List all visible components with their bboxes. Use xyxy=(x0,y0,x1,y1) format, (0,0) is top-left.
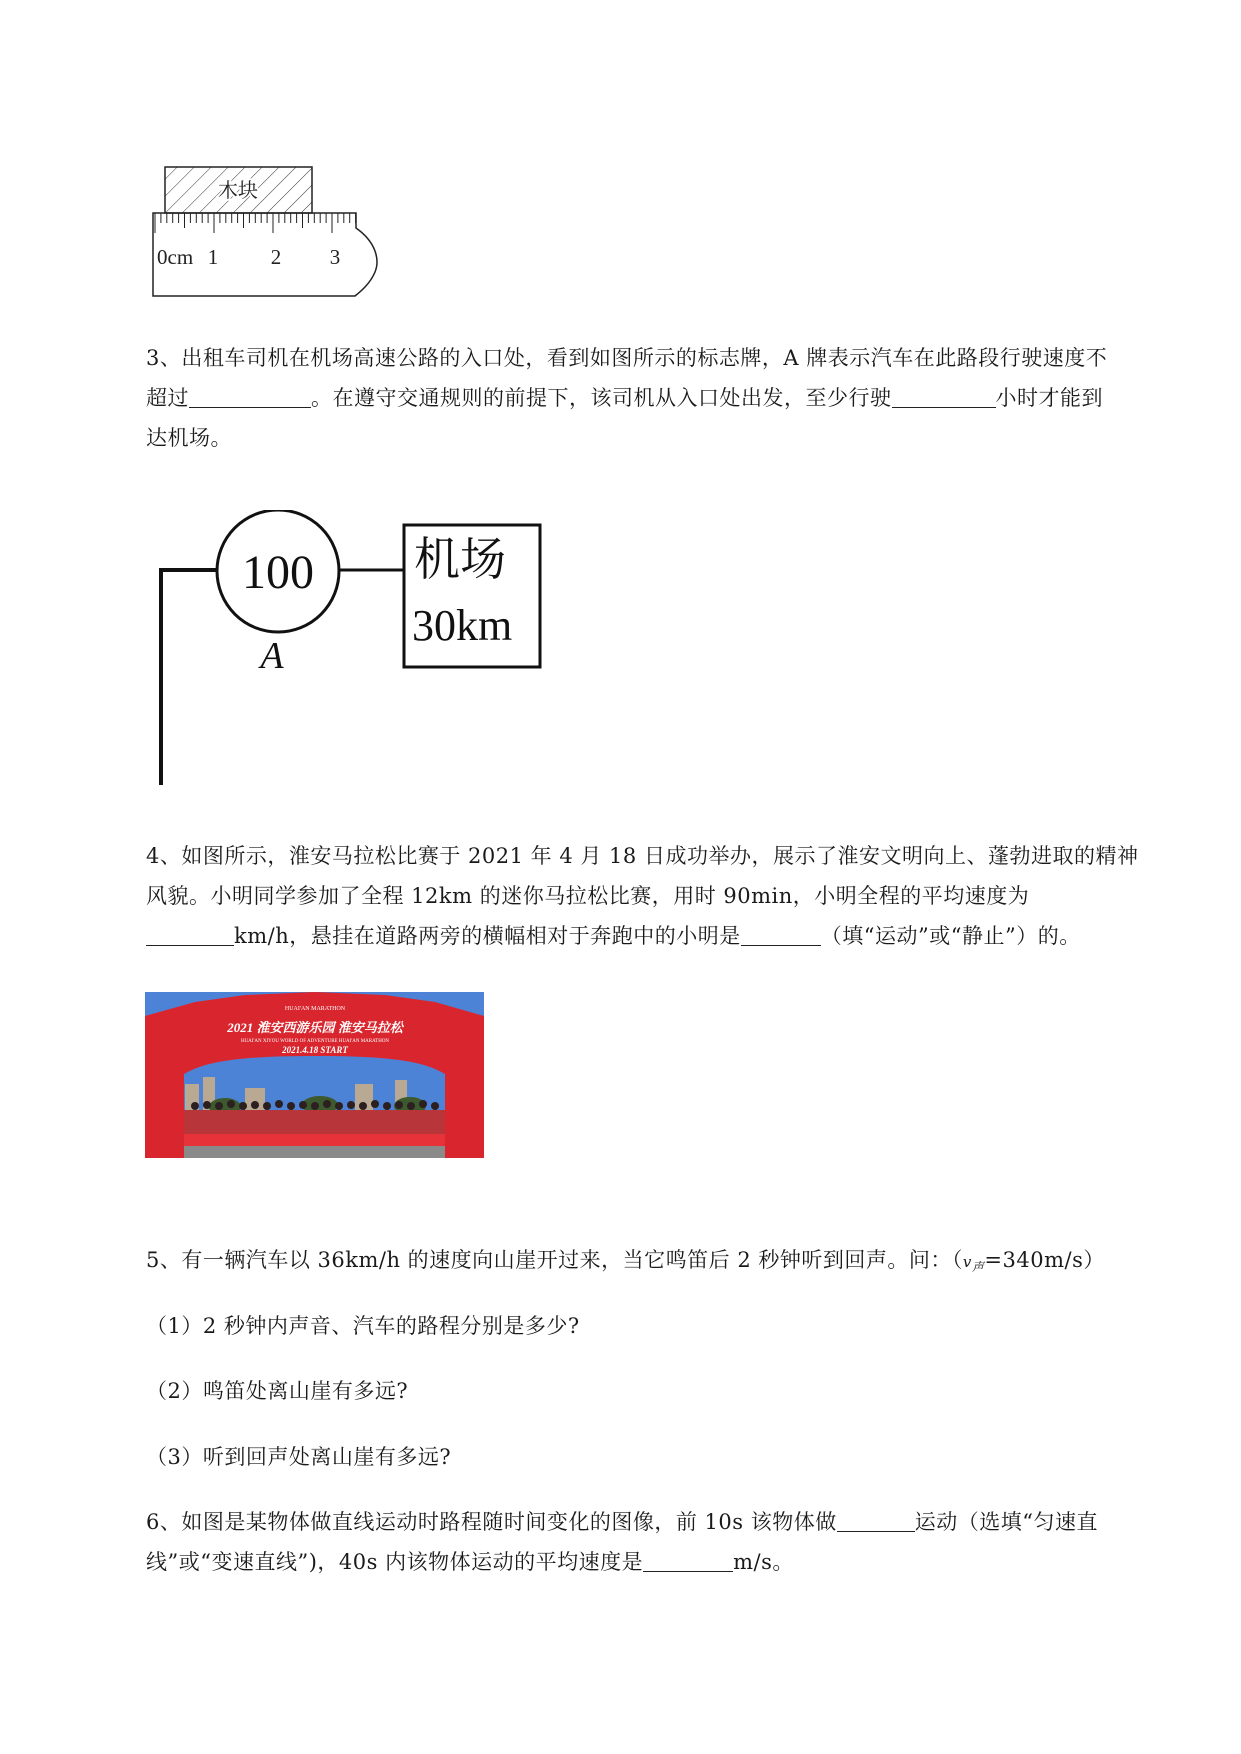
q4-text-line1: 如图所示，淮安马拉松比赛于 2021 年 4 月 18 日成功举办，展示了淮安文明向上、蓬勃进取的精神 xyxy=(181,844,1139,868)
banner-logo: HUAI'AN MARATHON xyxy=(284,1006,346,1012)
ruler-figure xyxy=(150,160,390,300)
q5-text: 有一辆汽车以 36km/h 的速度向山崖开过来，当它鸣笛后 2 秒钟听到回声。问：（ xyxy=(181,1248,963,1272)
speed-limit-value: 100 xyxy=(242,546,314,599)
banner-date: 2021.4.18 START xyxy=(282,1045,348,1055)
question-number: 6、 xyxy=(146,1510,182,1534)
velocity-symbol: v xyxy=(962,1253,972,1271)
distance-label: 30km xyxy=(412,601,513,650)
banner-title: 2021 淮安西游乐园 淮安马拉松 xyxy=(227,1020,403,1035)
velocity-subscript: 声 xyxy=(971,1260,985,1274)
q6-text: 如图是某物体做直线运动时路程随时间变化的图像，前 10s 该物体做 xyxy=(181,1510,837,1534)
q3-text: 超过 xyxy=(146,386,189,410)
question-5 xyxy=(146,1240,1156,1287)
question-number: 5、 xyxy=(146,1248,182,1272)
q3-text: 小时才能到 xyxy=(995,386,1103,410)
answer-blank[interactable] xyxy=(146,923,234,946)
question-4 xyxy=(146,836,1156,956)
wood-block-label: 木块 xyxy=(218,180,258,202)
question-3 xyxy=(146,338,1156,458)
question-number: 3、 xyxy=(146,346,182,370)
answer-blank[interactable] xyxy=(643,1549,733,1572)
road-sign-figure xyxy=(150,510,550,790)
banner-subtitle: HUAI'AN XIYOU WORLD OF ADVENTURE HUAI'AN MARATHON xyxy=(240,1039,390,1044)
ruler-label-1: 1 xyxy=(207,245,219,269)
ruler-label-2: 2 xyxy=(270,245,282,269)
ruler-label-0: 0cm xyxy=(157,245,194,269)
answer-blank[interactable] xyxy=(189,385,311,408)
answer-blank[interactable] xyxy=(892,385,996,408)
q5-subquestion-3 xyxy=(146,1437,1156,1477)
answer-blank[interactable] xyxy=(741,923,821,946)
marathon-photo xyxy=(145,992,484,1158)
q5-subquestion-1 xyxy=(146,1306,1156,1346)
q4-text-line2: 风貌。小明同学参加了全程 12km 的迷你马拉松比赛，用时 90min，小明全程的平均速度为 xyxy=(146,884,1030,908)
q5-sub3-text: （3）听到回声处离山崖有多远? xyxy=(146,1445,452,1469)
question-6 xyxy=(146,1502,1156,1582)
q4-text: （填“运动”或“静止”）的。 xyxy=(820,924,1081,948)
q5-subquestion-2 xyxy=(146,1371,1156,1411)
q3-text-line3: 达机场。 xyxy=(146,426,232,450)
destination-label: 机场 xyxy=(414,534,506,585)
question-number: 4、 xyxy=(146,844,182,868)
ruler-ticks xyxy=(155,213,356,233)
answer-blank[interactable] xyxy=(837,1509,915,1532)
q6-text: 运动（选填“匀速直 xyxy=(914,1510,1098,1534)
sign-label-a: A xyxy=(260,635,284,677)
ruler-label-3: 3 xyxy=(329,245,341,269)
q3-text-line1: 出租车司机在机场高速公路的入口处，看到如图所示的标志牌，A 牌表示汽车在此路段行驶速度不 xyxy=(181,346,1108,370)
q6-text: m/s。 xyxy=(733,1550,794,1574)
q4-text: km/h，悬挂在道路两旁的横幅相对于奔跑中的小明是 xyxy=(234,924,741,948)
q5-sub1-text: （1）2 秒钟内声音、汽车的路程分别是多少? xyxy=(146,1314,580,1338)
q5-text: =340m/s） xyxy=(984,1248,1105,1272)
q6-text: 线”或“变速直线”)，40s 内该物体运动的平均速度是 xyxy=(146,1550,644,1574)
q3-text: 。在遵守交通规则的前提下，该司机从入口处出发，至少行驶 xyxy=(311,386,892,410)
road-line xyxy=(161,570,216,785)
q5-sub2-text: （2）鸣笛处离山崖有多远? xyxy=(146,1379,409,1403)
